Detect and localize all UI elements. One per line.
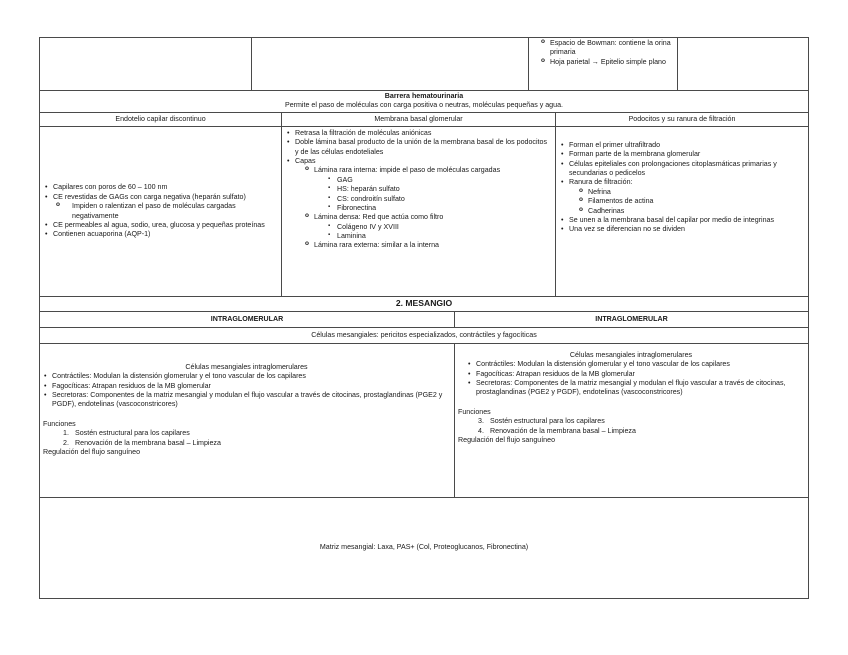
podocyte-item: • Se unen a la membrana basal del capilar por medio de integrinas xyxy=(560,216,804,225)
podocyte-item: • Forman el primer ultrafiltrado xyxy=(560,141,804,150)
membrane-layer: o Lámina rara externa: similar a la interna xyxy=(305,241,551,250)
endothelium-subitem: o Impiden o ralentizan el paso de moléculas cargadas negativamente xyxy=(56,202,277,221)
barrier-title-cell xyxy=(40,91,808,112)
mesangio-title: 2. MESANGIO xyxy=(395,298,453,308)
mesangial-subtitle: Células mesangiales: pericitos especializados, contráctiles y fagocíticas xyxy=(311,331,537,339)
right-intraglomerular-header: INTRAGLOMERULAR xyxy=(595,315,668,323)
slit-component: o Nefrina xyxy=(579,188,804,197)
membrane-layer-component: ▪ Laminina xyxy=(328,232,551,241)
left-functions-label: Funciones xyxy=(43,419,76,428)
membrane-layer: o Lámina densa: Red que actúa como filtro xyxy=(305,213,551,222)
podocyte-item: • Una vez se diferencian no se dividen xyxy=(560,225,804,234)
left-function-item: 1. Sostén estructural para los capilares xyxy=(63,429,450,438)
endothelium-item: • Contienen acuaporina (AQP-1) xyxy=(44,230,277,239)
membrane-layer: o Lámina rara interna: impide el paso de moléculas cargadas xyxy=(305,166,551,175)
parietal-layer-item: o Hoja parietal → Epitelio simple plano xyxy=(541,58,672,67)
slit-component: o Cadherinas xyxy=(579,207,804,216)
header-podocytes: Podocitos y su ranura de filtración xyxy=(628,115,736,123)
membrane-layer-component: ▪ Fibronectina xyxy=(328,204,551,213)
membrane-layer-component: ▪ Colágeno IV y XVIII xyxy=(328,223,551,232)
bowman-space-item: o Espacio de Bowman: contiene la orina primaria xyxy=(541,39,672,58)
rule-top-v1 xyxy=(251,37,252,90)
left-mesangial-item: • Contráctiles: Modulan la distensión glomerular y el tono vascular de los capilares xyxy=(43,372,450,381)
right-function-item: 3. Sostén estructural para los capilares xyxy=(478,417,804,426)
rule-top-v3 xyxy=(677,37,678,90)
membrane-layer-component: ▪ HS: heparán sulfato xyxy=(328,185,551,194)
podocyte-item: • Células epiteliales con prolongaciones citoplasmáticas primarias y secundarias o pedicelos xyxy=(560,160,804,179)
header-membrane: Membrana basal glomerular xyxy=(374,115,463,123)
endothelium-cell xyxy=(40,127,281,296)
mesangial-matrix-cell xyxy=(40,498,808,598)
membrane-item: • Retrasa la filtración de moléculas aniónicas xyxy=(286,129,551,138)
right-function-item: 4. Renovación de la membrana basal – Limpieza xyxy=(478,427,804,436)
header-endothelium: Endotelio capilar discontinuo xyxy=(115,115,206,123)
right-regulation: Regulación del flujo sanguíneo xyxy=(458,435,556,444)
right-mesangial-item: • Fagocíticas: Atrapan residuos de la MB glomerular xyxy=(467,370,804,379)
membrane-item: • Doble lámina basal producto de la unión de la membrana basal de los podocitos y de las células endoteliales xyxy=(286,138,551,157)
right-mesangial-cell xyxy=(455,351,808,497)
barrier-title: Barrera hematourinaria xyxy=(384,92,464,100)
left-mesangial-title: Células mesangiales intraglomerulares xyxy=(185,363,308,371)
left-mesangial-item: • Secretoras: Componentes de la matriz mesangial y modulan el flujo vascular a través de citocinas, prostaglandinas (PGE2 y PGDF), endotelinas (vascoconstricores) xyxy=(43,391,450,410)
rule-mesangial-subtitle xyxy=(39,343,809,344)
left-mesangial-cell xyxy=(40,363,454,497)
endothelium-item: • CE revestidas de GAGs con carga negativa (heparán sulfato) xyxy=(44,193,277,202)
right-functions-label: Funciones xyxy=(458,407,491,416)
podocyte-item: • Ranura de filtración: xyxy=(560,178,804,187)
left-intraglomerular-header: INTRAGLOMERULAR xyxy=(210,315,284,323)
slit-component: o Filamentos de actina xyxy=(579,197,804,206)
podocytes-cell xyxy=(556,140,808,296)
membrane-layer-component: ▪ GAG xyxy=(328,176,551,185)
membrane-layer-component: ▪ CS: condroitín sulfato xyxy=(328,195,551,204)
left-regulation: Regulación del flujo sanguíneo xyxy=(43,447,141,456)
barrier-subtitle: Permite el paso de moléculas con carga positiva o neutras, moléculas pequeñas y agua. xyxy=(284,101,563,110)
podocyte-item: • Forman parte de la membrana glomerular xyxy=(560,150,804,159)
bowman-cell xyxy=(529,38,676,90)
membrane-item: • Capas xyxy=(286,157,551,166)
right-mesangial-item: • Contráctiles: Modulan la distensión glomerular y el tono vascular de los capilares xyxy=(467,360,804,369)
endothelium-item: • Capilares con poros de 60 – 100 nm xyxy=(44,183,277,192)
right-mesangial-title: Células mesangiales intraglomerulares xyxy=(569,351,693,359)
right-mesangial-item: • Secretoras: Componentes de la matriz mesangial y modulan el flujo vascular a través de citocinas, prostaglandinas (PGE2 y PGDF), endotelinas (vascoconstricores) xyxy=(467,379,804,398)
membrane-cell xyxy=(282,128,555,296)
left-function-item: 2. Renovación de la membrana basal – Limpieza xyxy=(63,439,450,448)
mesangial-matrix-text: Matriz mesangial: Laxa, PAS+ (Col, Proteoglucanos, Fibronectina) xyxy=(319,543,529,552)
left-mesangial-item: • Fagocíticas: Atrapan residuos de la MB glomerular xyxy=(43,382,450,391)
endothelium-item: • CE permeables al agua, sodio, urea, glucosa y pequeñas proteínas xyxy=(44,221,277,230)
